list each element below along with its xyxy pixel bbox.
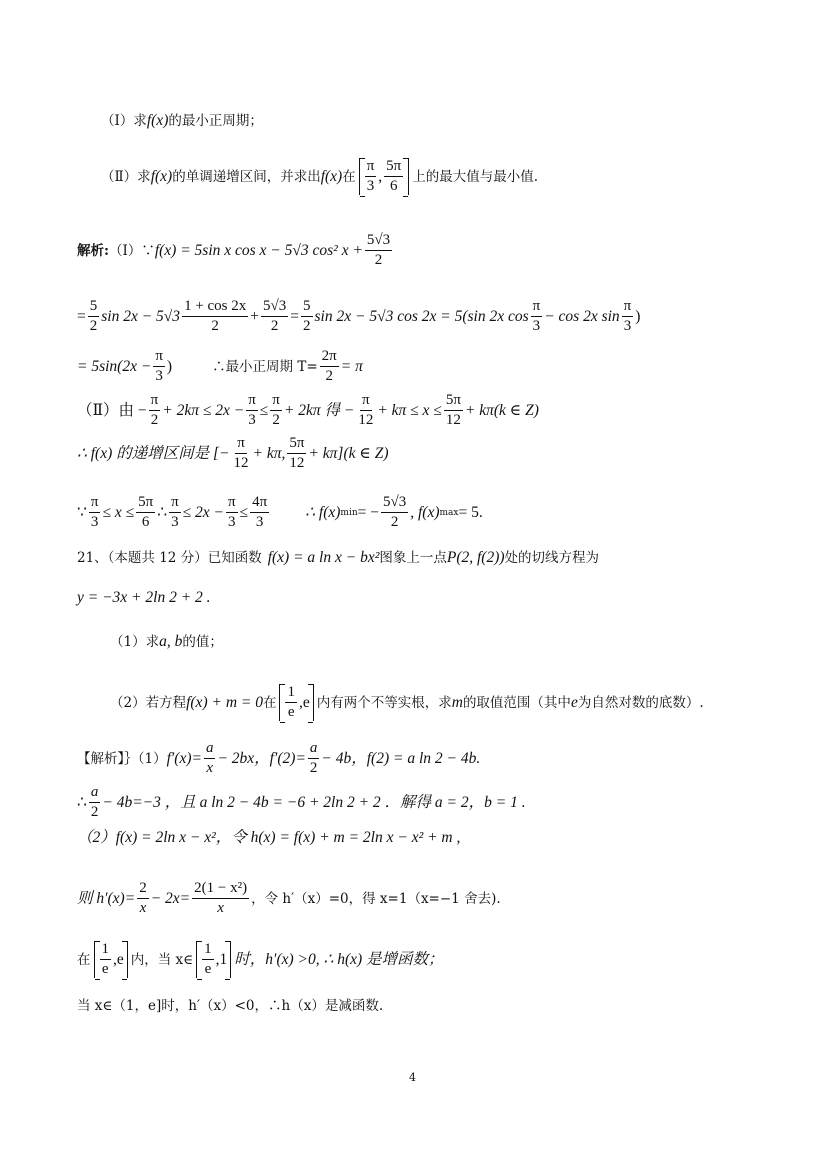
answer-line-5: 在 $\frac{1}{e}$ ,e 内，当 x∈ $\frac{1}{e}$ ,1 时，h′(x) >0, ∴ h(x) 是增函数； — [77, 941, 444, 977]
page-number: 4 — [409, 1071, 416, 1084]
interval-bracket: $\frac{\pi}{3}$ , $\frac{5\pi}{6}$ — [359, 158, 410, 195]
answer-line-1: 【解析】｝（1） f′(x)= $\frac{a}{x}$ − 2bx，f′(2)= $\frac{a}{2}$ − 4b，f(2) = a ln 2 − 4b. — [77, 740, 481, 776]
problem-21-tangent-line: y = −3x + 2ln 2 + 2 . — [77, 589, 211, 606]
question-part-2: （Ⅱ）求 f(x) 的单调递增区间，并求出 f(x) 在 $\frac{\pi}{3}$ , $\frac{5\pi}{6}$ 上的最大值与最小值. — [101, 158, 539, 194]
interval-bracket: $\frac{1}{e}$ ,e — [94, 941, 128, 978]
solution-line-6: ∵ $\frac{\pi}{3}$ ≤ x ≤ $\frac{5\pi}{6}$ ∴ $\frac{\pi}{3}$ ≤ 2x − $\frac{\pi}{3}$ ≤ $\frac{4\pi}{3}$ ∴ f(x) min = − $\frac{5√3}{2}$ , f(x) max = 5. — [77, 494, 483, 530]
solution-line-2: = $\frac{5}{2}$ sin 2x − 5√3 $\frac{1 + \cos 2x}{2}$ + $\frac{5√3}{2}$ = $\frac{5}{2}$ sin 2x − 5√3 cos 2x = 5(sin 2x cos $\frac{\pi}{3}$ − cos 2x sin $\frac{\pi}{3}$ ) — [77, 298, 641, 334]
question-part-1: （Ⅰ）求 f(x) 的最小正周期； — [101, 112, 263, 129]
answer-line-4: 则 h′(x)= $\frac{2}{x}$ − 2x= $\frac{\text{2(1 − x²)}}{x}$ ，令 h′（x）=0，得 x=1（x=−1 舍去). — [77, 880, 501, 916]
interval-bracket: $\frac{1}{e}$ ,e — [279, 684, 313, 721]
fraction: $\frac{5√3}{2}$ — [366, 232, 391, 268]
answer-line-3: （2）f(x) = 2ln x − x²，令 h(x) = f(x) + m = 2ln x − x² + m , — [77, 829, 461, 846]
solution-line-1: 解析: （Ⅰ）∵ f(x) = 5sin x cos x − 5√3 cos² x + $\frac{5√3}{2}$ — [77, 232, 391, 268]
solution-line-5: ∴ f(x) 的递增区间是 [− $\frac{\pi}{12}$ + kπ, $\frac{5\pi}{12}$ + kπ](k ∈ Z) — [77, 435, 389, 471]
solution-line-4: （Ⅱ）由 − $\frac{\pi}{2}$ + 2kπ ≤ 2x − $\frac{\pi}{3}$ ≤ $\frac{\pi}{2}$ + 2kπ 得 − $\frac{\pi}{12}$ + kπ ≤ x ≤ $\frac{5\pi}{12}$ + kπ(k ∈ Z) — [77, 392, 539, 428]
problem-21-statement: 21、（本题共 12 分）已知函数 f(x) = a ln x − bx² 图象上一点 P(2, f(2)) 处的切线方程为 — [77, 549, 600, 566]
problem-21-question-2: （2）若方程 f(x) + m = 0 在 $\frac{1}{e}$ ,e 内有两个不等实根，求 m 的取值范围（其中 e 为自然对数的底数）. — [110, 684, 704, 720]
solution-line-3: = 5sin(2x − $\frac{\pi}{3}$ ) ∴最小正周期 T= $\frac{2\pi}{2}$ = π — [77, 348, 363, 384]
problem-21-question-1: （1）求 a, b 的值； — [110, 633, 223, 650]
interval-bracket: $\frac{1}{e}$ ,1 — [196, 941, 231, 978]
answer-line-6: 当 x∈（1，e]时，h′（x）<0，∴h（x）是减函数. — [77, 998, 384, 1014]
answer-line-2: ∴ $\frac{a}{2}$ − 4b=−3 ，且 a ln 2 − 4b = −6 + 2ln 2 + 2 ．解得 a = 2，b = 1 . — [77, 784, 526, 820]
